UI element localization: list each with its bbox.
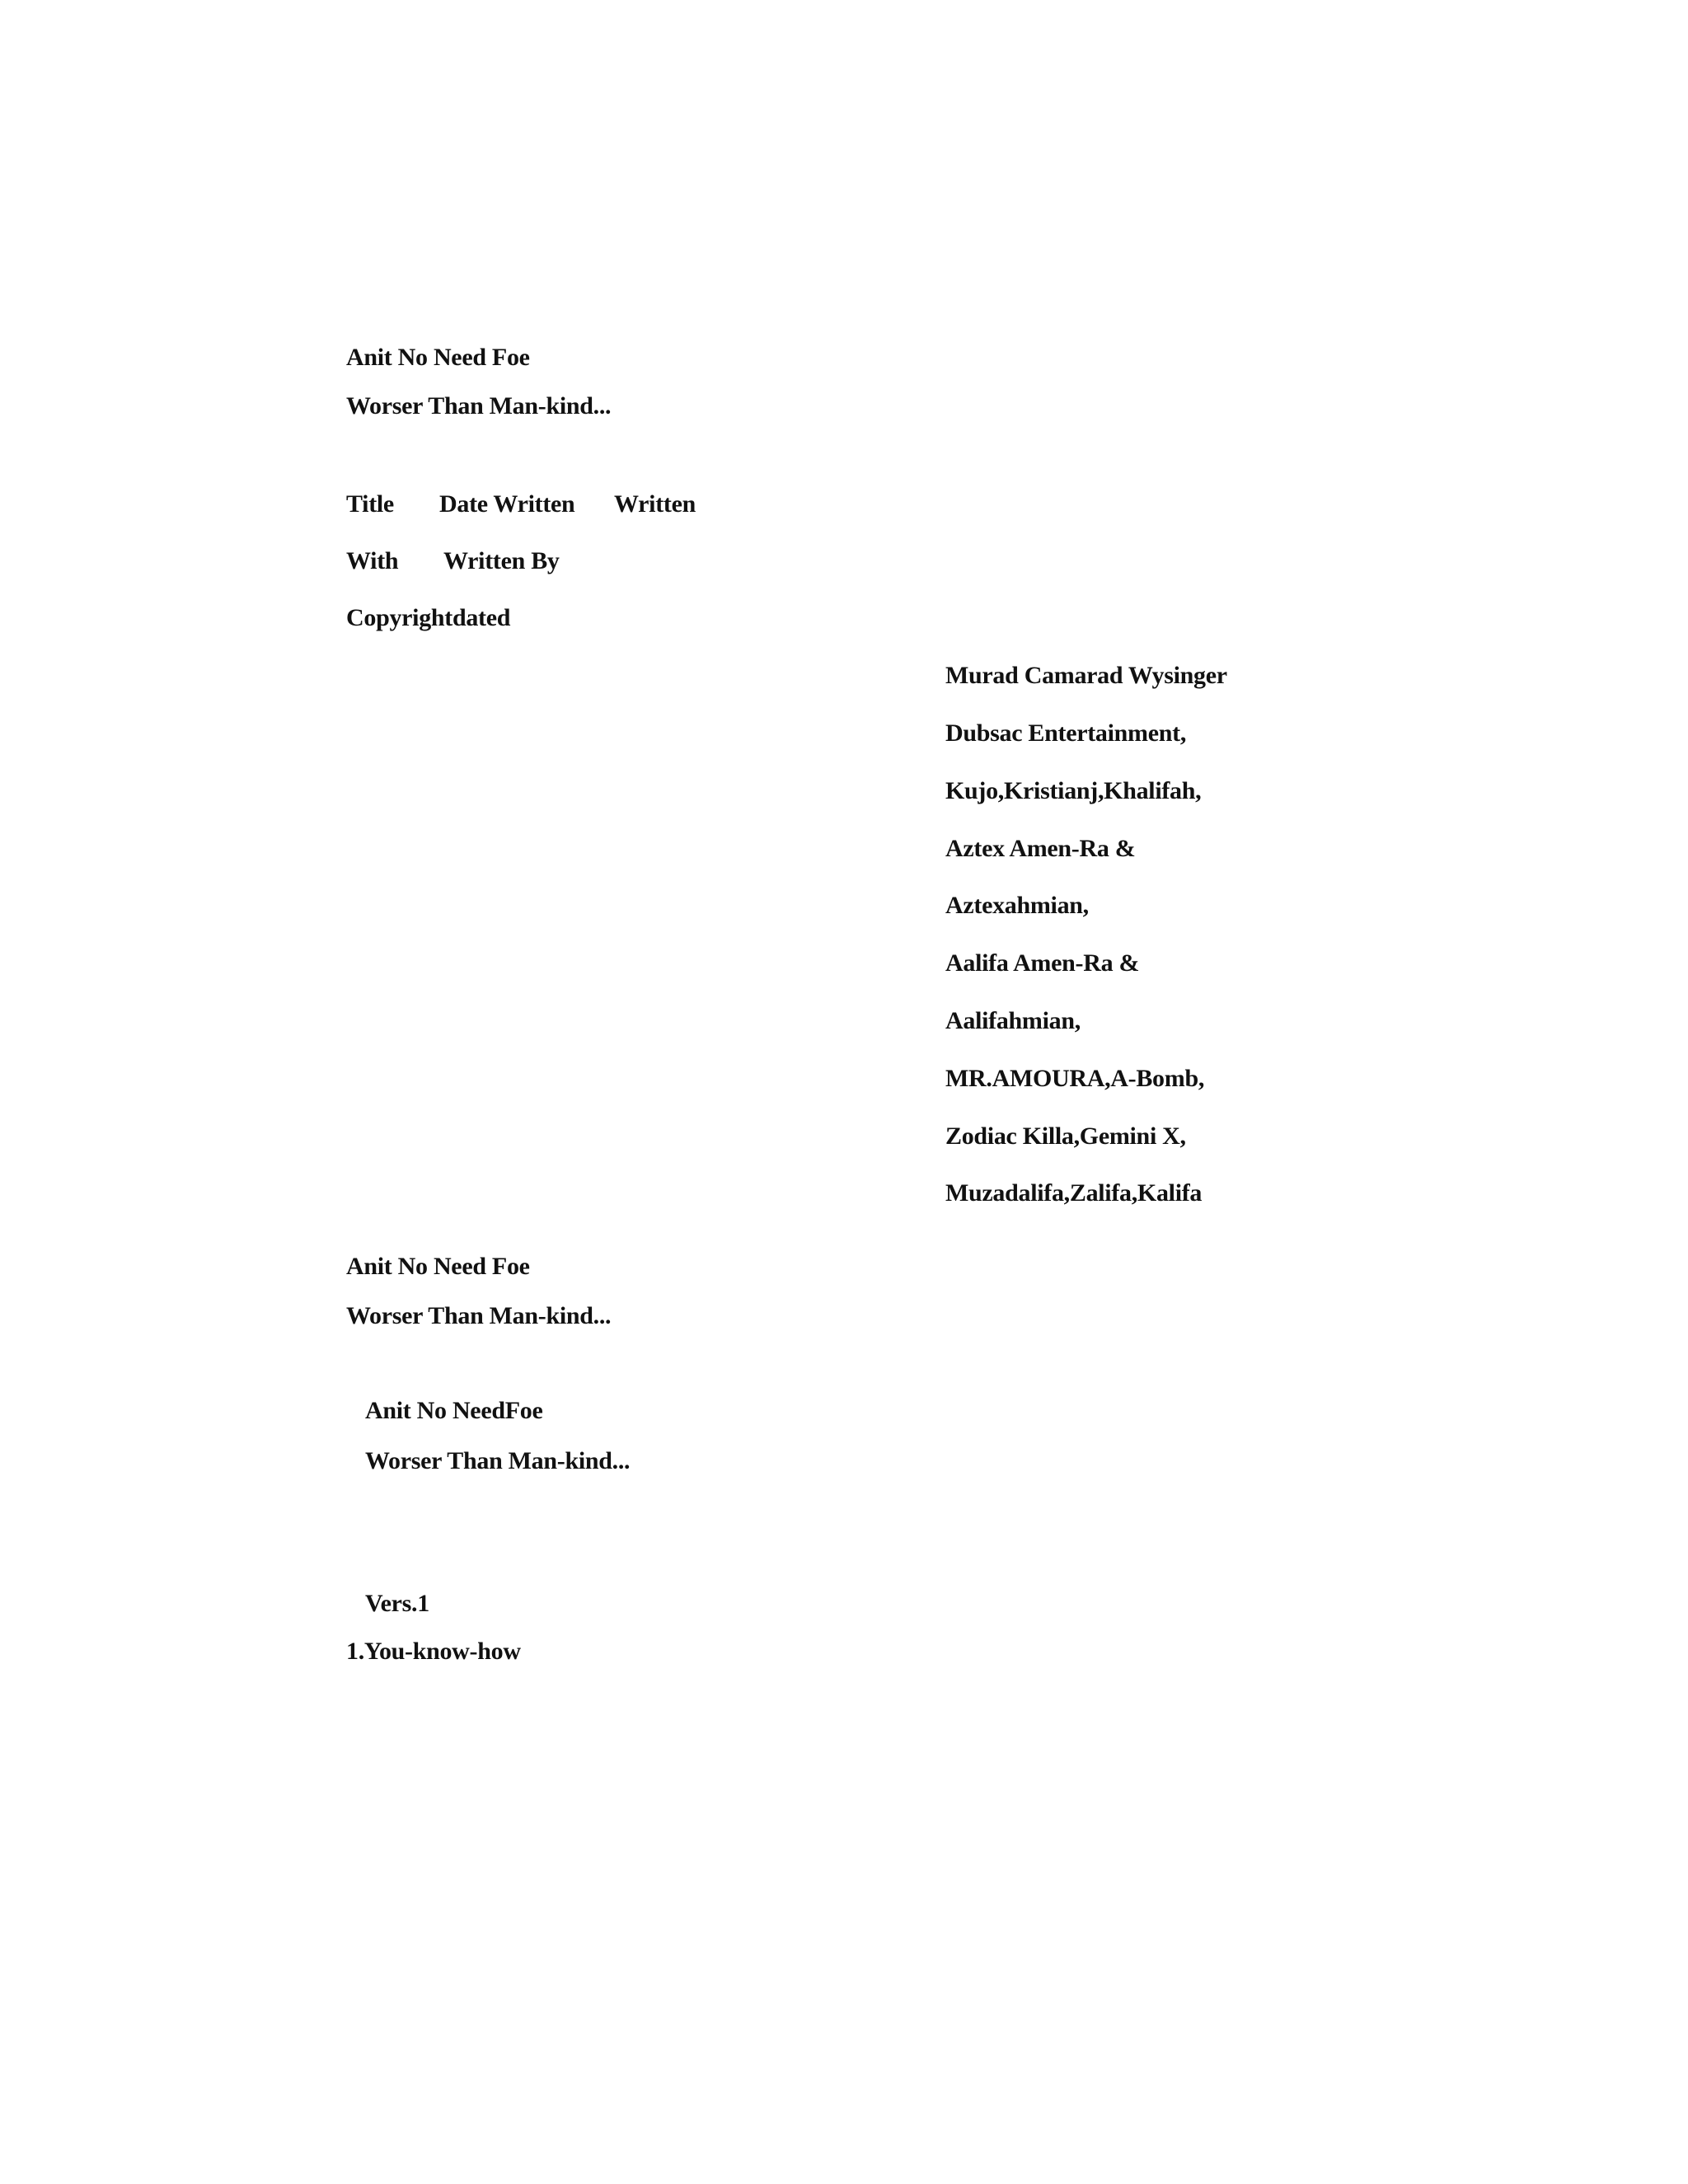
verse-line-1: 1.You-know-how [346, 1638, 521, 1665]
field-written-with-label-part1: Written [614, 490, 696, 518]
song-title-line-1: Anit No NeedFoe [365, 1397, 543, 1424]
title-line-2: Worser Than Man-kind... [346, 392, 612, 419]
credit-line-8: MR.AMOURA,A-Bomb, [945, 1065, 1205, 1092]
title-line-1: Anit No Need Foe [346, 344, 530, 371]
song-title-line-2: Worser Than Man-kind... [365, 1447, 631, 1474]
field-labels-row [346, 490, 696, 519]
field-labels-row-2 [346, 546, 560, 576]
credit-line-6: Aalifa Amen-Ra & [945, 949, 1140, 977]
credit-line-4: Aztex Amen-Ra & [945, 835, 1136, 862]
credit-line-3: Kujo,Kristianj,Khalifah, [945, 777, 1202, 804]
credit-line-1: Murad Camarad Wysinger [945, 662, 1227, 689]
field-written-by-label: Written By [443, 547, 560, 574]
field-written-with-label-part2: With [346, 547, 399, 574]
field-title-label: Title [346, 490, 394, 518]
credit-line-10: Muzadalifa,Zalifa,Kalifa [945, 1179, 1203, 1207]
credit-line-2: Dubsac Entertainment, [945, 719, 1187, 747]
verse-label: Vers.1 [365, 1590, 429, 1617]
credit-line-9: Zodiac Killa,Gemini X, [945, 1122, 1186, 1150]
repeat-title-line-1: Anit No Need Foe [346, 1253, 530, 1280]
credit-line-5: Aztexahmian, [945, 892, 1089, 919]
credit-line-7: Aalifahmian, [945, 1007, 1081, 1034]
field-copyright-dated-label: Copyrightdated [346, 604, 511, 631]
field-date-written-label: Date Written [439, 490, 575, 518]
repeat-title-line-2: Worser Than Man-kind... [346, 1302, 612, 1329]
